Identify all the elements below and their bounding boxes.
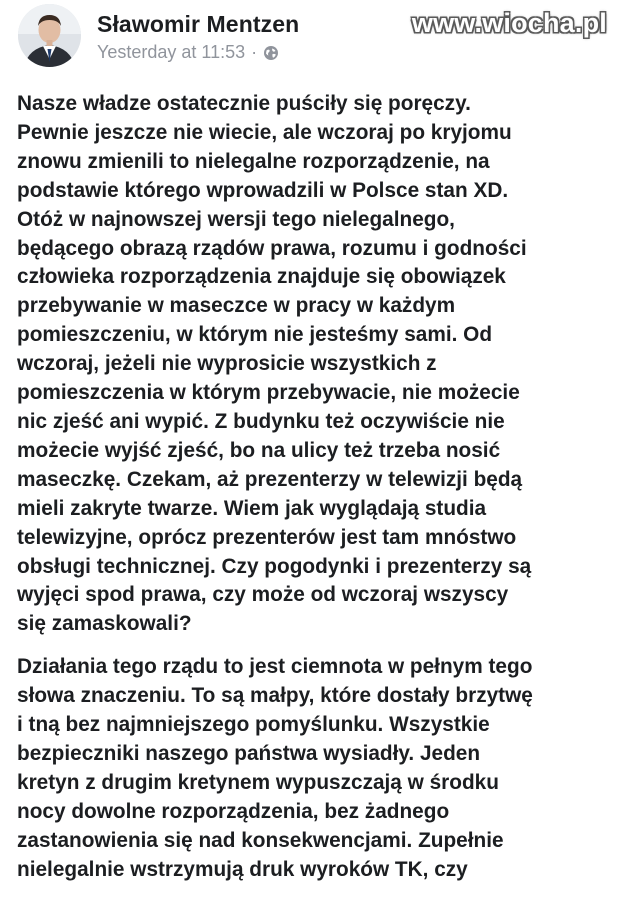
text-line: bezpieczniki naszego państwa wysiadły. Jeden	[17, 741, 481, 765]
text-line: Działania tego rządu to jest ciemnota w pełnym tego	[17, 655, 533, 679]
text-line: i tną bez najmniejszego pomyślunku. Wszystkie	[17, 713, 490, 737]
text-line: przebywanie w maseczce w pracy w każdym	[17, 294, 456, 318]
text-line: Pewnie jeszcze nie wiecie, ale wczoraj po kryjomu	[17, 120, 512, 144]
text-line: zastanowienia się nad konsekwencjami. Zupełnie	[17, 828, 504, 852]
avatar[interactable]	[18, 4, 81, 67]
text-line: Otóż w najnowszej wersji tego nielegalnego,	[17, 207, 455, 231]
post-meta	[97, 42, 279, 63]
meta-separator: ·	[251, 42, 258, 62]
text-line: telewizyjne, oprócz prezenterów jest tam mnóstwo	[17, 525, 517, 549]
globe-icon[interactable]	[263, 45, 279, 61]
text-line: nic zjeść ani wypić. Z budynku też oczywiście nie	[17, 409, 505, 433]
post-timestamp[interactable]: Yesterday at 11:53	[97, 42, 246, 62]
text-line: mieli zakryte twarze. Wiem jak wyglądają studia	[17, 496, 487, 520]
text-line: możecie wyjść zjeść, bo na ulicy też trzeba nosić	[17, 438, 501, 462]
text-line: człowieka rozporządzenia znajduje się obowiązek	[17, 265, 506, 289]
author-name[interactable]: Sławomir Mentzen	[97, 11, 300, 37]
text-line: wyjęci spod prawa, czy może od wczoraj wszyscy	[17, 583, 509, 607]
text-line: pomieszczenia w którym przebywacie, nie możecie	[17, 381, 520, 405]
text-line: maseczkę. Czekam, aż prezenterzy w telewizji będą	[17, 467, 523, 491]
post-paragraph	[17, 653, 607, 884]
post-body	[17, 90, 607, 898]
text-line: podstawie którego wprowadzili w Polsce stan XD.	[17, 178, 509, 202]
text-line: wczoraj, jeżeli nie wyprosicie wszystkich z	[17, 352, 437, 376]
text-line: nielegalnie wstrzymują druk wyroków TK, czy	[17, 857, 468, 881]
text-line: słowa znaczeniu. To są małpy, które dostały brzytwę	[17, 684, 533, 708]
text-line: się zamaskowali?	[17, 612, 192, 636]
text-line: kretyn z drugim kretynem wypuszczają w środku	[17, 770, 499, 794]
text-line: będącego obrazą rządów prawa, rozumu i godności	[17, 236, 527, 260]
text-line: Nasze władze ostatecznie puściły się poręczy.	[17, 92, 471, 115]
site-watermark: www.wiocha.pl	[411, 8, 607, 38]
author-photo	[18, 4, 81, 67]
text-line: nocy dowolne rozporządzenia, bez żadnego	[17, 799, 450, 823]
text-line: obsługi technicznej. Czy pogodynki i prezenterzy są	[17, 554, 532, 578]
post-paragraph	[17, 90, 607, 639]
post-header	[0, 0, 621, 84]
text-line: znowu zmienili to nielegalne rozporządzenie, na	[17, 149, 490, 173]
text-line: pomieszczeniu, w którym nie jesteśmy sami. Od	[17, 323, 493, 347]
